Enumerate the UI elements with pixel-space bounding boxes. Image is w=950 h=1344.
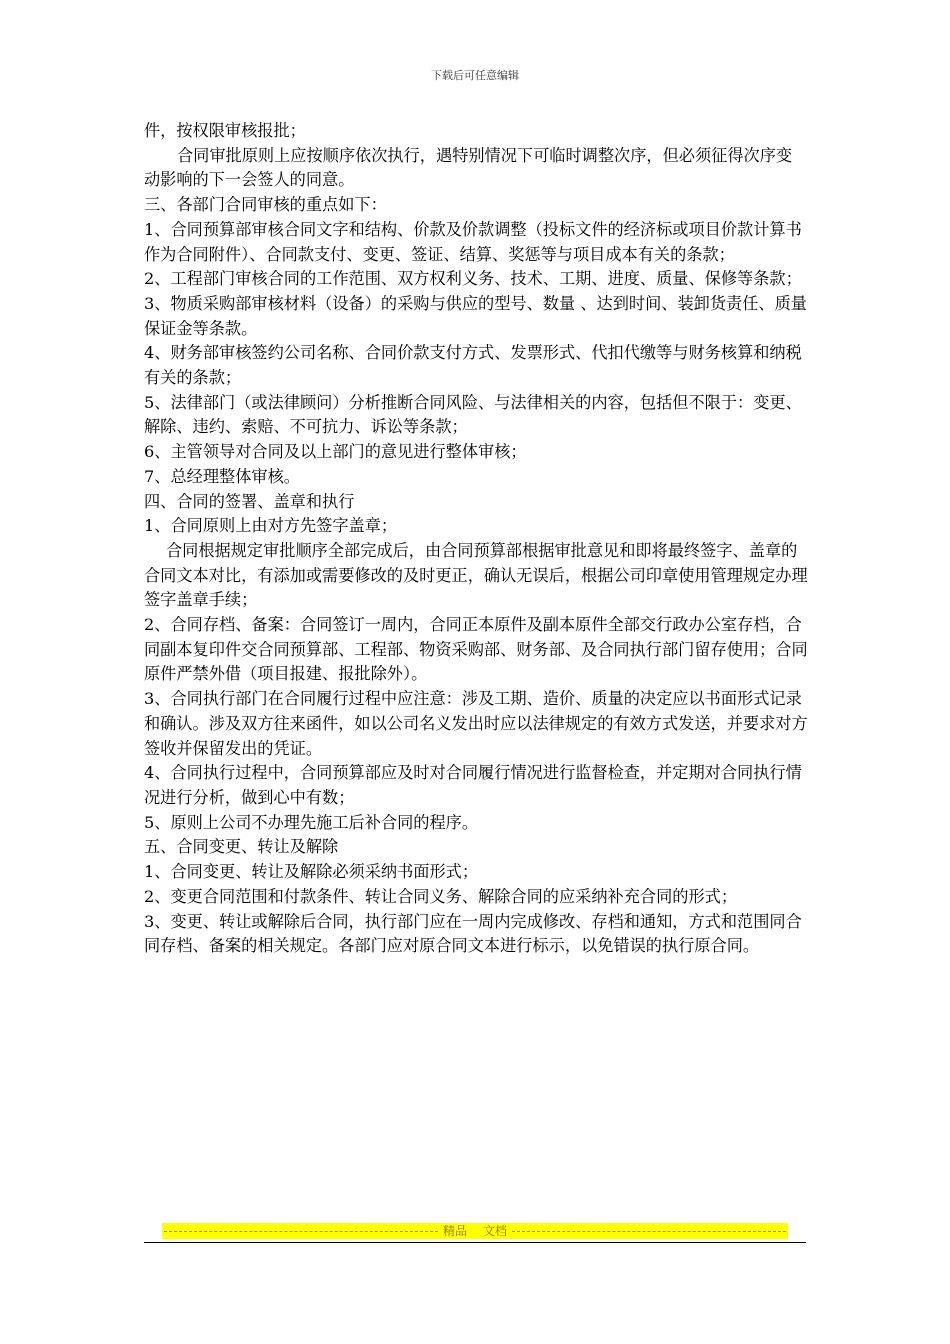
list-item: 6、主管领导对合同及以上部门的意见进行整体审核； bbox=[144, 442, 527, 462]
footer-label bbox=[440, 1223, 510, 1239]
section-heading: 三、各部门合同审核的重点如下： bbox=[144, 195, 387, 215]
footer-rule bbox=[144, 1242, 806, 1243]
list-item: 1、合同变更、转让及解除必须采纳书面形式； bbox=[144, 862, 479, 882]
paragraph: 合同根据规定审批顺序全部完成后，由合同预算部根据审批意见和即将最终签字、盖章的合同文本对比，有添加或需要修改的及时更正，确认无误后，根据公司印章使用管理规定办理签字盖章手续； bbox=[144, 540, 808, 610]
footer-label-right: 文档 bbox=[483, 1224, 508, 1238]
footer-label-left: 精品 bbox=[442, 1224, 467, 1238]
section-heading: 四、合同的签署、盖章和执行 bbox=[144, 491, 355, 511]
paragraph: 件，按权限审核报批； bbox=[144, 121, 306, 140]
list-item: 7、总经理整体审核。 bbox=[144, 466, 300, 486]
footer-banner bbox=[162, 1223, 788, 1239]
paragraph: 合同审批原则上应按顺序依次执行，遇特别情况下可临时调整次序，但必须征得次序变动影响的下一会签人的同意。 bbox=[144, 145, 793, 190]
list-item: 4、财务部审核签约公司名称、合同价款支付方式、发票形式、代扣代缴等与财务核算和纳税有关的条款； bbox=[144, 343, 802, 388]
footer-dashes-right bbox=[512, 1231, 786, 1232]
list-item: 5、原则上公司不办理先施工后补合同的程序。 bbox=[144, 812, 479, 832]
list-item: 2、合同存档、备案：合同签订一周内，合同正本原件及副本原件全部交行政办公室存档，合同副本复印件交合同预算部、工程部、物资采购部、财务部、及合同执行部门留存使用；合同原件严禁外借（项目报建、报批除外）。 bbox=[144, 615, 808, 684]
footer-dashes-left bbox=[164, 1231, 438, 1232]
list-item: 2、工程部门审核合同的工作范围、双方权利义务、技术、工期、进度、质量、保修等条款； bbox=[144, 269, 802, 289]
list-item: 3、变更、转让或解除后合同，执行部门应在一周内完成修改、存档和通知，方式和范围同合同存档、备案的相关规定。各部门应对原合同文本进行标示，以免错误的执行原合同。 bbox=[144, 911, 802, 956]
list-item: 3、物质采购部审核材料（设备）的采购与供应的型号、数量 、达到时间、装卸货责任、质量保证金等条款。 bbox=[144, 293, 807, 338]
list-item: 5、法律部门（或法律顾问）分析推断合同风险、与法律相关的内容，包括但不限于：变更、解除、违约、索赔、不可抗力、诉讼等条款； bbox=[144, 392, 802, 437]
list-item: 1、合同预算部审核合同文字和结构、价款及价款调整（投标文件的经济标或项目价款计算书作为合同附件）、合同款支付、变更、签证、结算、奖惩等与项目成本有关的条款； bbox=[144, 219, 802, 264]
page-header: 下载后可任意编辑 bbox=[431, 69, 519, 82]
list-item: 4、合同执行过程中，合同预算部应及时对合同履行情况进行监督检查，并定期对合同执行情况进行分析，做到心中有数； bbox=[144, 763, 802, 807]
list-item: 2、变更合同范围和付款条件、转让合同义务、解除合同的应采纳补充合同的形式； bbox=[144, 886, 738, 906]
section-heading: 五、合同变更、转让及解除 bbox=[144, 837, 339, 857]
list-item: 3、合同执行部门在合同履行过程中应注意：涉及工期、造价、质量的决定应以书面形式记录和确认。涉及双方往来函件，如以公司名义发出时应以法律规定的有效方式发送，并要求对方签收并保留发出的凭证。 bbox=[144, 689, 808, 758]
list-item: 1、合同原则上由对方先签字盖章； bbox=[144, 516, 398, 536]
document-body bbox=[144, 119, 808, 959]
